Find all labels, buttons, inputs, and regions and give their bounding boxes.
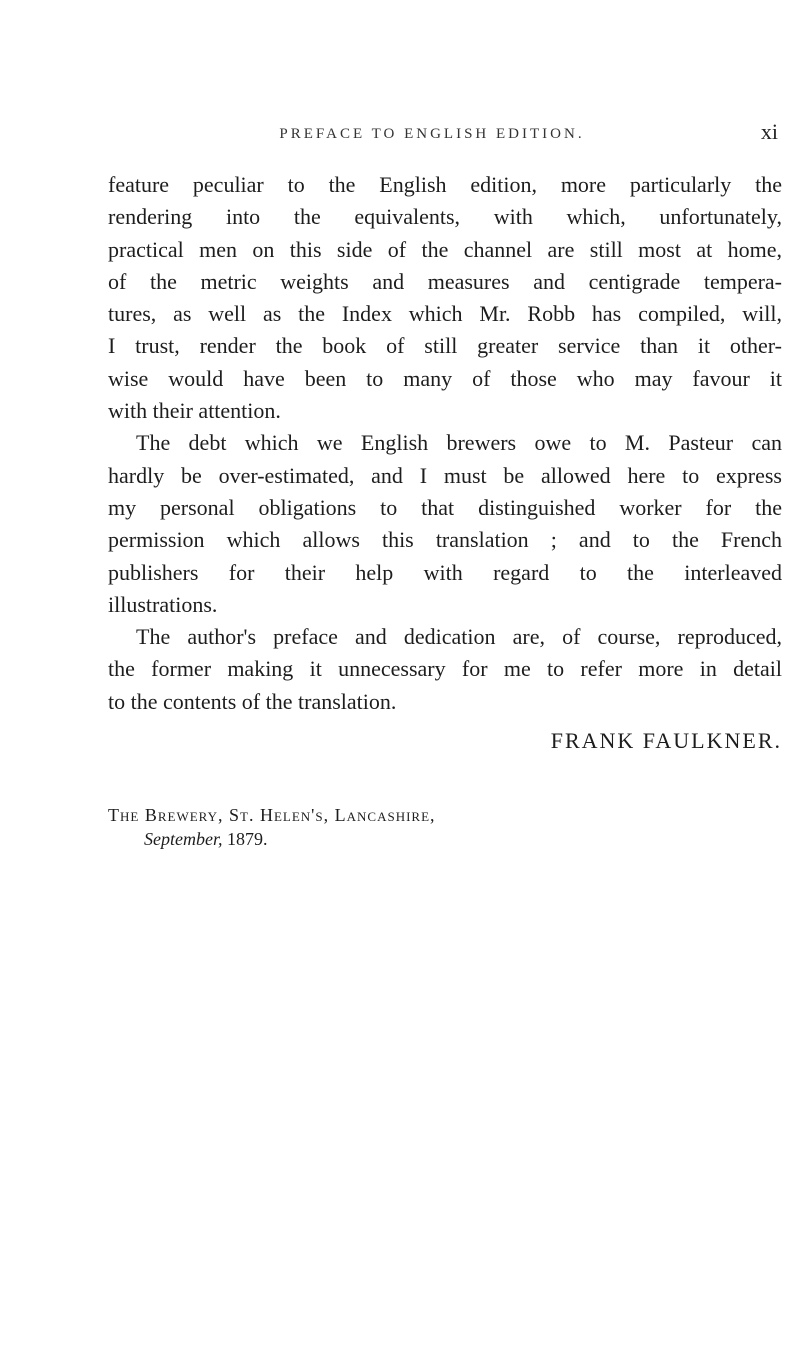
preface-body — [108, 169, 782, 718]
text-line: hardly be over-estimated, and I must be allowed here to express — [108, 462, 782, 488]
running-head: PREFACE TO ENGLISH EDITION. — [279, 126, 585, 142]
text-line: permission which allows this translation ; and to the French — [108, 527, 782, 553]
text-line: rendering into the equivalents, with which, unfortunately, — [108, 204, 782, 230]
text-line: The author's preface and dedication are, of course, reproduced, — [136, 624, 782, 650]
text-line: publishers for their help with regard to the interleaved — [108, 559, 782, 585]
text-line: to the contents of the translation. — [108, 688, 397, 714]
text-line: tures, as well as the Index which Mr. Robb has compiled, will, — [108, 301, 782, 327]
text-line: my personal obligations to that distinguished worker for the — [108, 494, 782, 520]
text-line: The debt which we English brewers owe to M. Pasteur can — [136, 430, 782, 456]
date-month: September, — [144, 829, 223, 849]
text-line: I trust, render the book of still greater service than it other- — [108, 333, 782, 359]
signature: FRANK FAULKNER. — [550, 728, 782, 753]
text-line: feature peculiar to the English edition, more particularly the — [108, 172, 782, 197]
page-number: xi — [760, 119, 778, 144]
date-line — [144, 827, 267, 851]
text-line: illustrations. — [108, 591, 218, 617]
text-line: of the metric weights and measures and centigrade tempera- — [108, 268, 782, 294]
text-line: wise would have been to many of those who may favour it — [108, 365, 782, 391]
text-line: practical men on this side of the channel are still most at home, — [108, 236, 782, 262]
address-line: The Brewery, St. Helen's, Lancashire, — [108, 805, 436, 825]
text-line: the former making it unnecessary for me to refer more in detail — [108, 656, 782, 682]
text-line: with their attention. — [108, 398, 281, 424]
date-year: 1879. — [226, 829, 268, 849]
